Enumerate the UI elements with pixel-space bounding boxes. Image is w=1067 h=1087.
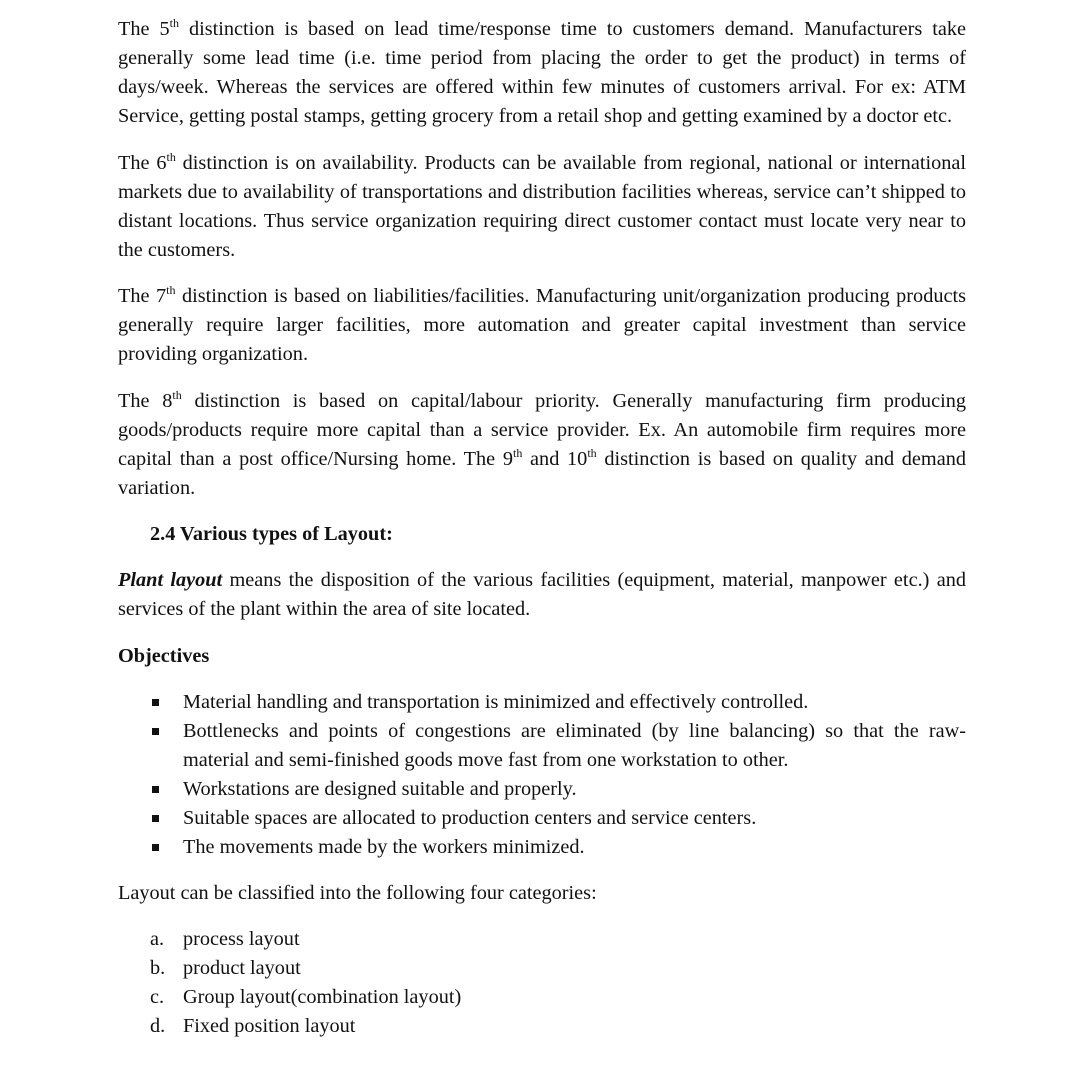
p7-text-start: The 7: [118, 285, 167, 307]
category-marker: d.: [150, 1015, 166, 1037]
p5-text-start: The 5: [118, 18, 170, 40]
square-bullet-icon: [152, 815, 159, 822]
square-bullet-icon: [152, 786, 159, 793]
paragraph-5th-distinction: [118, 15, 966, 131]
p5-text-body: distinction is based on lead time/response time to customers demand. Manufacturers take generally some lead time (i.e. time period from placing the order to get the product) in terms of days/week. Whereas the services are offered within few minutes of customers arrival. For ex: ATM Service, getting postal stamps, getting grocery from a retail shop and getting examined by a doctor etc.: [118, 18, 966, 127]
objective-item: [118, 833, 966, 862]
p8-text-body: distinction is based on capital/labour priority. Generally manufacturing firm producing goods/products require more capital than a service provider. Ex. An automobile firm requires more capital than a post office/Nursing home. The 9: [118, 389, 966, 470]
p8-text-end: distinction is based on quality and demand variation.: [118, 447, 966, 499]
objective-item: [118, 775, 966, 804]
objective-item: [118, 804, 966, 833]
category-item: [118, 954, 966, 983]
section-heading: 2.4 Various types of Layout:: [150, 523, 393, 545]
p7-ordinal-suffix: th: [166, 283, 176, 297]
p8-text-and: and 10: [522, 447, 588, 470]
objectives-list: [118, 688, 966, 862]
square-bullet-icon: [152, 844, 159, 851]
classification-intro: Layout can be classified into the following four categories:: [118, 881, 597, 904]
layout-categories-list: [118, 925, 966, 1041]
objective-text: The movements made by the workers minimized.: [183, 835, 585, 858]
p8-ordinal-suffix-9th: th: [513, 445, 523, 460]
category-marker: b.: [150, 957, 166, 979]
category-marker: a.: [150, 928, 165, 950]
category-label: process layout: [183, 928, 300, 950]
category-item: [118, 925, 966, 954]
p7-text-body: distinction is based on liabilities/facilities. Manufacturing unit/organization producing products generally require larger facilities, more automation and greater capital investment than service providing organization.: [118, 285, 967, 365]
p8-text-start: The 8: [118, 389, 173, 412]
objective-item: [118, 688, 966, 717]
paragraph-8th-distinction: [118, 387, 966, 503]
category-label: product layout: [183, 957, 301, 979]
objectives-title: Objectives: [118, 644, 210, 667]
plant-layout-term: Plant layout: [118, 569, 223, 591]
p8-ordinal-suffix: th: [172, 387, 182, 402]
square-bullet-icon: [152, 728, 159, 735]
objective-text: Workstations are designed suitable and properly.: [183, 777, 577, 800]
category-label: Group layout(combination layout): [183, 986, 462, 1008]
objective-text: Material handling and transportation is minimized and effectively controlled.: [183, 690, 809, 713]
paragraph-7th-distinction: [118, 282, 966, 369]
square-bullet-icon: [152, 699, 159, 706]
paragraph-6th-distinction: [118, 149, 966, 265]
document-page: [118, 15, 966, 1041]
objective-text: Suitable spaces are allocated to production centers and service centers.: [183, 806, 757, 829]
p6-text-start: The 6: [118, 151, 167, 174]
p5-ordinal-suffix: th: [169, 16, 179, 30]
p6-text-body: distinction is on availability. Products can be available from regional, national or international markets due to availability of transportations and distribution facilities whereas, service can’t shipped to distant locations. Thus service organization requiring direct customer contact must locate very near to the customers.: [118, 151, 967, 261]
plant-layout-definition-text: means the disposition of the various facilities (equipment, material, manpower etc.) and services of the plant within the area of site located.: [118, 569, 966, 620]
objective-item: [118, 717, 966, 775]
category-marker: c.: [150, 986, 165, 1008]
objective-text: Bottlenecks and points of congestions are eliminated (by line balancing) so that the raw-material and semi-finished goods move fast from one workstation to other.: [183, 719, 966, 771]
category-item: [118, 983, 966, 1012]
p6-ordinal-suffix: th: [166, 149, 176, 164]
plant-layout-definition: [118, 566, 966, 624]
p8-ordinal-suffix-10th: th: [587, 445, 597, 460]
category-label: Fixed position layout: [183, 1015, 356, 1037]
category-item: [118, 1012, 966, 1041]
